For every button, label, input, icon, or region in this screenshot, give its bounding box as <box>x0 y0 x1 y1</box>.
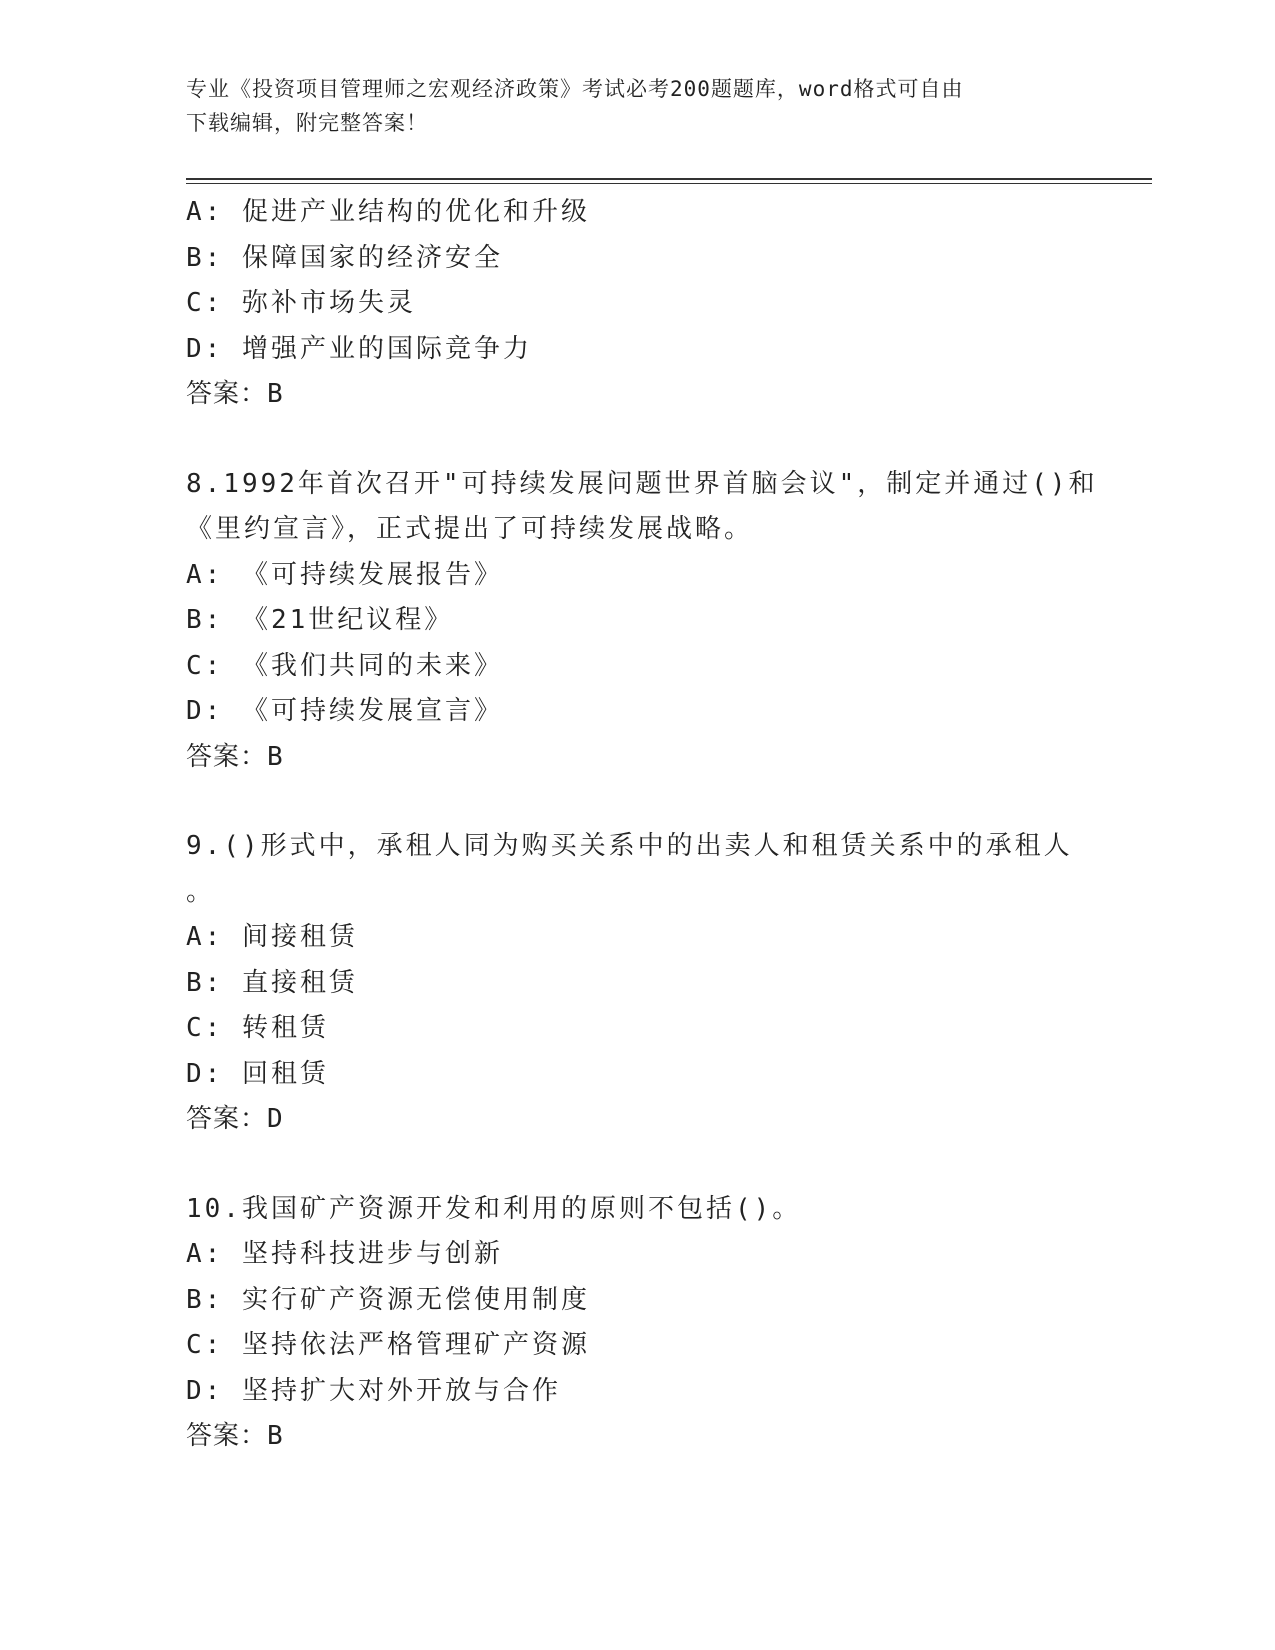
option-a: A: 《可持续发展报告》 <box>186 559 503 590</box>
header-line-1: 专业《投资项目管理师之宏观经济政策》考试必考200题题库，word格式可自由 <box>186 77 964 101</box>
question-8 <box>186 462 1106 781</box>
option-c: C: 《我们共同的未来》 <box>186 650 503 681</box>
question-10 <box>186 1187 1106 1460</box>
option-b: B: 保障国家的经济安全 <box>186 242 503 273</box>
header-divider-thin <box>186 183 1152 184</box>
spacer <box>186 1143 1106 1187</box>
question-text-line-1: 10.我国矿产资源开发和利用的原则不包括()。 <box>186 1193 802 1224</box>
option-a: A: 间接租赁 <box>186 922 358 952</box>
option-d: D: 坚持扩大对外开放与合作 <box>186 1375 561 1406</box>
question-text-line-2: 。 <box>186 876 216 907</box>
answer: 答案：D <box>186 1104 284 1134</box>
option-d: D: 增强产业的国际竞争力 <box>186 333 532 364</box>
question-text-line-1: 9.()形式中，承租人同为购买关系中的出卖人和租赁关系中的承租人 <box>186 831 1073 861</box>
document-header <box>186 72 1066 140</box>
answer: 答案：B <box>186 1421 284 1451</box>
question-text-line-2: 《里约宣言》，正式提出了可持续发展战略。 <box>186 514 754 544</box>
question-text-line-1: 8.1992年首次召开"可持续发展问题世界首脑会议"，制定并通过()和 <box>186 468 1098 499</box>
answer: 答案：B <box>186 379 284 409</box>
option-c: C: 转租赁 <box>186 1013 329 1043</box>
header-divider-thick <box>186 178 1152 180</box>
option-c: C: 坚持依法严格管理矿产资源 <box>186 1330 590 1360</box>
question-7 <box>186 190 1106 418</box>
option-d: D: 《可持续发展宣言》 <box>186 696 503 726</box>
header-line-2: 下载编辑，附完整答案！ <box>186 111 428 135</box>
option-a: A: 促进产业结构的优化和升级 <box>186 197 590 227</box>
option-d: D: 回租赁 <box>186 1058 329 1089</box>
spacer <box>186 780 1106 824</box>
spacer <box>186 418 1106 462</box>
option-b: B: 直接租赁 <box>186 967 358 998</box>
question-list <box>186 190 1106 1460</box>
option-a: A: 坚持科技进步与创新 <box>186 1239 503 1269</box>
option-b: B: 实行矿产资源无偿使用制度 <box>186 1284 590 1315</box>
question-9 <box>186 824 1106 1143</box>
option-b: B: 《21世纪议程》 <box>186 605 454 635</box>
answer: 答案：B <box>186 741 284 772</box>
option-c: C: 弥补市场失灵 <box>186 288 416 318</box>
